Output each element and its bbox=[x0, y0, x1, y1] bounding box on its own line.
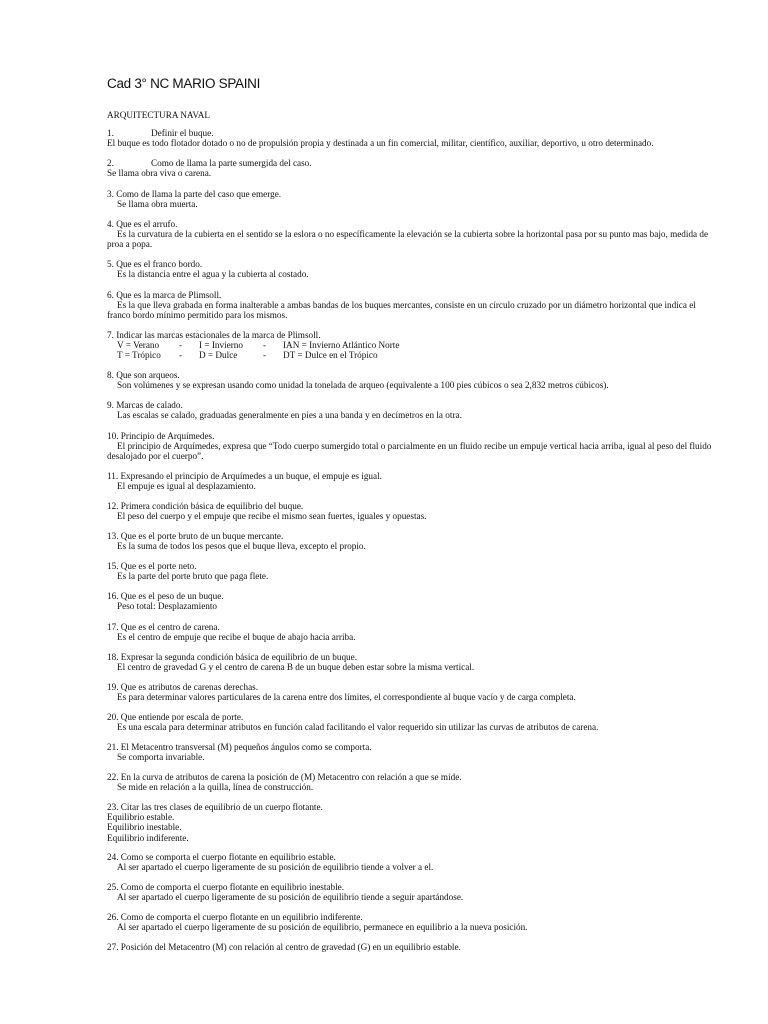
answer-text: Es el centro de empuje que recibe el buque de abajo hacia arriba. bbox=[117, 632, 356, 643]
answer-text: Peso total: Desplazamiento bbox=[117, 601, 218, 612]
question-item bbox=[107, 622, 713, 642]
question-item bbox=[107, 942, 713, 952]
answer-text: Es la curvatura de la cubierta en el sentido se la eslora o no específicamente la elevación se la cubierta sobre la horizontal pasa por su punto mas bajo, medida de proa a popa. bbox=[107, 229, 709, 250]
answer-text: Es la parte del porte bruto que paga flete. bbox=[117, 571, 269, 582]
mark-cell: - bbox=[179, 340, 183, 351]
answer-text: Son volúmenes y se expresan usando como unidad la tonelada de arqueo (equivalente a 100 pies cúbicos o sea 2,832 metros cúbicos). bbox=[117, 380, 609, 391]
question-item bbox=[107, 219, 713, 250]
question-item bbox=[107, 561, 713, 581]
question-item bbox=[107, 712, 713, 732]
question-item bbox=[107, 158, 713, 178]
marks-row bbox=[107, 350, 713, 360]
question-item bbox=[107, 501, 713, 521]
question-item bbox=[107, 742, 713, 762]
question-label: Definir el buque. bbox=[151, 128, 214, 138]
question-text: 18. Expresar la segunda condición básica de equilibrio de un buque. bbox=[107, 652, 358, 662]
answer-text: Es la que lleva grabada en forma inalterable a ambas bandas de los buques mercantes, consiste en un círculo cruzado por un diámetro horizontal que indica el franco bordo mínimo permitido para los mismos. bbox=[107, 300, 696, 321]
question-text: 5. Que es el franco bordo. bbox=[107, 259, 203, 269]
answer-text: Es la distancia entre el agua y la cubierta al costado. bbox=[117, 269, 309, 280]
question-item bbox=[107, 431, 713, 462]
answer-text: El centro de gravedad G y el centro de carena B de un buque deben estar sobre la misma vertical. bbox=[117, 662, 475, 673]
question-item bbox=[107, 471, 713, 491]
answer-text: Al ser apartado el cuerpo ligeramente de su posición de equilibrio, permanece en equilibrio a la nueva posición. bbox=[117, 922, 528, 933]
question-item bbox=[107, 852, 713, 872]
question-text: 9. Marcas de calado. bbox=[107, 400, 183, 410]
list-item: Equilibrio estable. bbox=[107, 812, 175, 823]
page-title: Cad 3° NC MARIO SPAINI bbox=[107, 76, 261, 91]
question-item bbox=[107, 652, 713, 672]
answer-text: Es una escala para determinar atributos en función calad facilitando el valor requerido sin utilizar las curvas de atributos de carena. bbox=[117, 722, 599, 733]
section-title: ARQUITECTURA NAVAL bbox=[107, 110, 211, 120]
list-item: Equilibrio indiferente. bbox=[107, 832, 189, 843]
question-text bbox=[107, 158, 713, 168]
question-text: 11. Expresando el principio de Arquímedes a un buque, el empuje es igual. bbox=[107, 471, 382, 481]
question-text: 19. Que es atributos de carenas derechas. bbox=[107, 682, 259, 692]
question-text: 13. Que es el porte bruto de un buque mercante. bbox=[107, 531, 284, 541]
answer-text: Se llama obra muerta. bbox=[117, 199, 198, 210]
question-text bbox=[107, 128, 713, 138]
answer-text: Se llama obra viva o carena. bbox=[107, 168, 212, 179]
question-text: 10. Principio de Arquímedes. bbox=[107, 431, 215, 441]
mark-cell: I = Invierno bbox=[199, 340, 243, 351]
question-text: 7. Indicar las marcas estacionales de la marca de Plimsoll. bbox=[107, 330, 321, 340]
question-label: Como de llama la parte sumergida del caso. bbox=[151, 158, 312, 168]
question-item bbox=[107, 802, 713, 843]
question-item bbox=[107, 591, 713, 611]
question-item bbox=[107, 912, 713, 932]
question-text: 3. Como de llama la parte del caso que emerge. bbox=[107, 189, 282, 199]
mark-cell: DT = Dulce en el Trópico bbox=[283, 350, 378, 361]
mark-cell: D = Dulce bbox=[199, 350, 238, 361]
question-item bbox=[107, 330, 713, 361]
mark-cell: - bbox=[179, 350, 183, 361]
question-text: 15. Que es el porte neto. bbox=[107, 561, 197, 571]
question-text: 17. Que es el centro de carena. bbox=[107, 622, 220, 632]
answer-text: El empuje es igual al desplazamiento. bbox=[117, 481, 256, 492]
question-item bbox=[107, 370, 713, 390]
question-text: 27. Posición del Metacentro (M) con relación al centro de gravedad (G) en un equilibrio estable. bbox=[107, 942, 461, 952]
answer-text: Las escalas se calado, graduadas generalmente en pies a una banda y en decímetros en la otra. bbox=[117, 410, 462, 421]
question-text: 22. En la curva de atributos de carena la posición de (M) Metacentro con relación a que se mide. bbox=[107, 772, 462, 782]
answer-text: Es la suma de todos los pesos que el buque lleva, excepto el propio. bbox=[117, 541, 366, 552]
question-item bbox=[107, 772, 713, 792]
question-text: 6. Que es la marca de Plimsoll. bbox=[107, 290, 222, 300]
question-text: 26. Como de comporta el cuerpo flotante en un equilibrio indiferente. bbox=[107, 912, 363, 922]
mark-cell: V = Verano bbox=[117, 340, 160, 351]
question-item bbox=[107, 290, 713, 321]
question-text: 24. Como se comporta el cuerpo flotante en equilibrio estable. bbox=[107, 852, 336, 862]
question-text: 12. Primera condición básica de equilibrio del buque. bbox=[107, 501, 304, 511]
question-text: 20. Que entiende por escala de porte. bbox=[107, 712, 244, 722]
question-text: 25. Como de comporta el cuerpo flotante en equilibrio inestable. bbox=[107, 882, 345, 892]
question-item bbox=[107, 682, 713, 702]
answer-text: Se comporta invariable. bbox=[117, 752, 205, 763]
answer-text: Al ser apartado el cuerpo ligeramente de su posición de equilibrio tiende a volver a el. bbox=[117, 862, 434, 873]
question-item bbox=[107, 128, 713, 148]
question-item bbox=[107, 882, 713, 902]
question-item bbox=[107, 189, 713, 209]
answer-text: El principio de Arquímedes, expresa que “Todo cuerpo sumergido total o parcialmente en un fluido recibe un empuje vertical hacia arriba, igual al peso del fluido desalojado por el cuerpo”. bbox=[107, 441, 712, 462]
question-text: 8. Que son arqueos. bbox=[107, 370, 180, 380]
question-text: 16. Que es el peso de un buque. bbox=[107, 591, 224, 601]
list-item: Equilibrio inestable. bbox=[107, 822, 182, 833]
question-item bbox=[107, 400, 713, 420]
question-text: 21. El Metacentro transversal (M) pequeños ángulos como se comporta. bbox=[107, 742, 372, 752]
answer-text: El buque es todo flotador dotado o no de propulsión propia y destinada a un fin comercial, militar, científico, auxiliar, deportivo, u otro determinado. bbox=[107, 138, 654, 149]
mark-cell: IAN = Invierno Atlántico Norte bbox=[283, 340, 400, 351]
marks-row bbox=[107, 340, 713, 350]
question-item bbox=[107, 259, 713, 279]
mark-cell: - bbox=[263, 350, 267, 361]
answer-text: Es para determinar valores particulares de la carena entre dos límites, el correspondiente al buque vacío y de carga completa. bbox=[117, 692, 576, 703]
mark-cell: T = Trópico bbox=[117, 350, 161, 361]
question-number: 2. bbox=[107, 158, 114, 168]
question-number: 1. bbox=[107, 128, 114, 138]
question-text: 4. Que es el arrufo. bbox=[107, 219, 178, 229]
answer-text: Se mide en relación a la quilla, línea de construcción. bbox=[117, 782, 314, 793]
answer-text: El peso del cuerpo y el empuje que recibe el mismo sean fuertes, iguales y opuestas. bbox=[117, 511, 427, 522]
mark-cell: - bbox=[263, 340, 267, 351]
question-text: 23. Citar las tres clases de equilibrio de un cuerpo flotante. bbox=[107, 802, 323, 812]
question-item bbox=[107, 531, 713, 551]
answer-text: Al ser apartado el cuerpo ligeramente de su posición de equilibrio tiende a seguir apartándose. bbox=[117, 892, 464, 903]
